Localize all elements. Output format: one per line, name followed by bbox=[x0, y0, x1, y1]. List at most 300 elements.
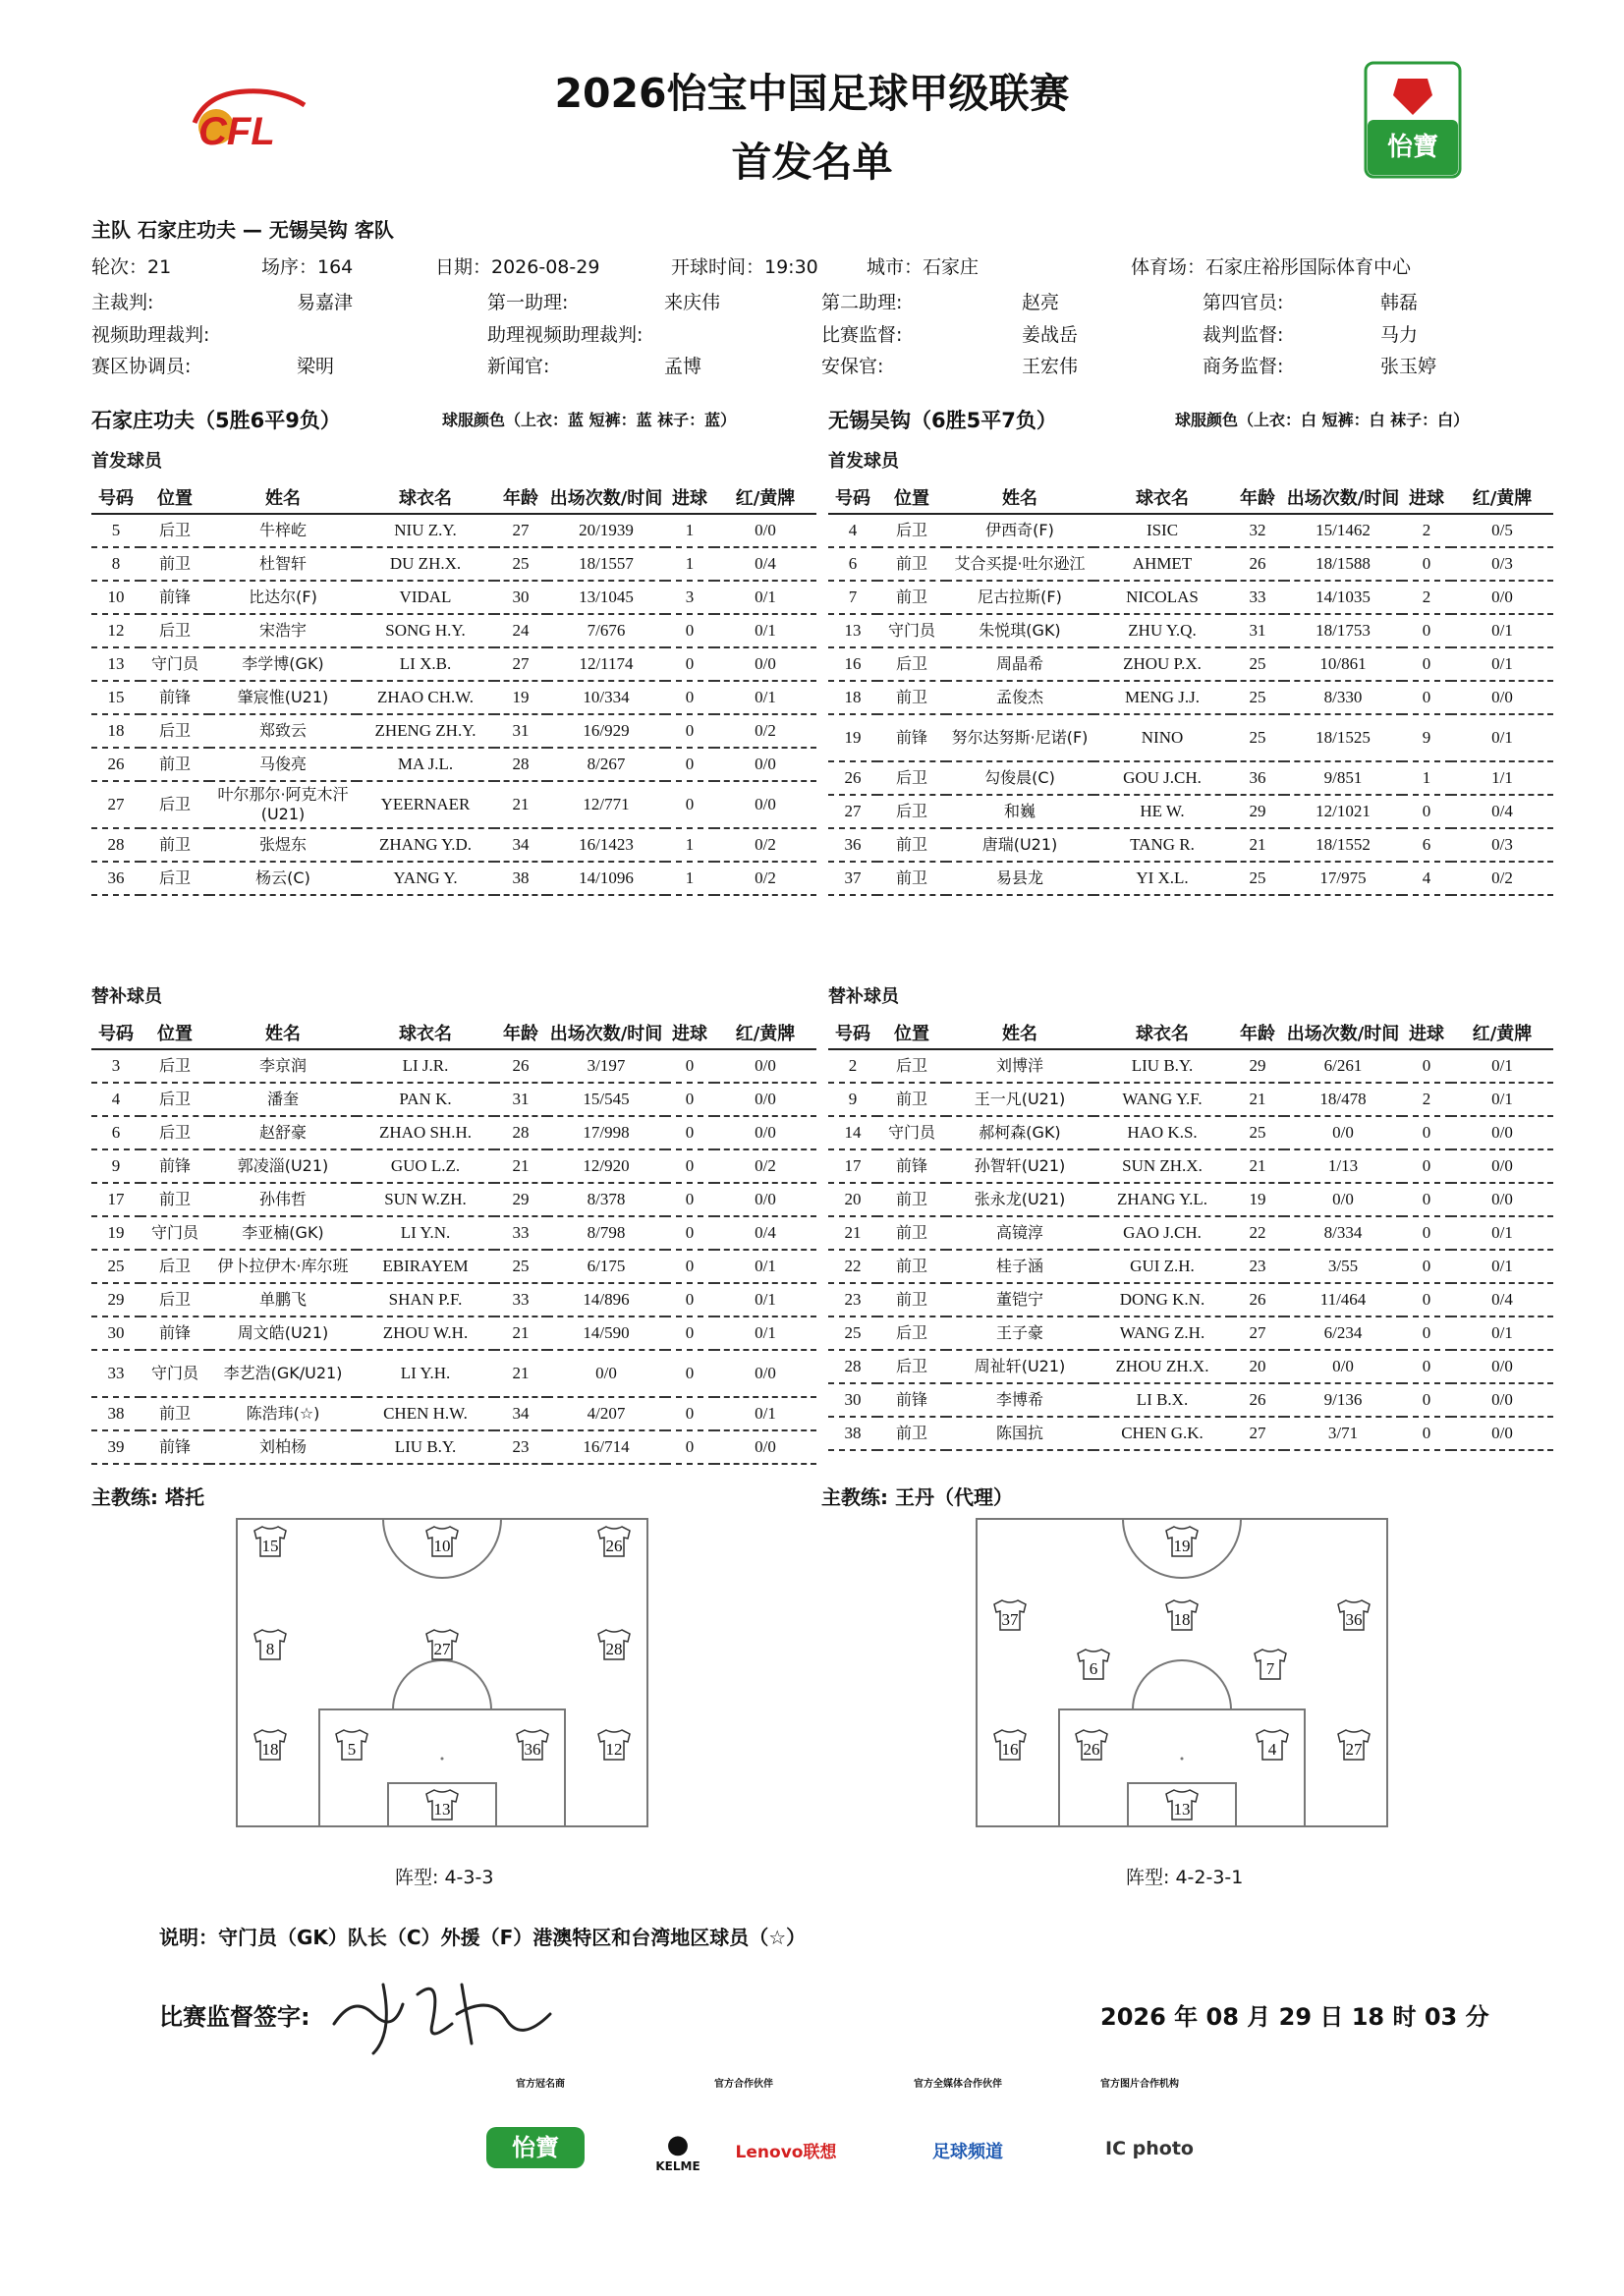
shirt-name: LI B.X. bbox=[1093, 1383, 1231, 1417]
goals: 0 bbox=[665, 714, 714, 748]
player-name: 王子豪 bbox=[946, 1316, 1093, 1350]
player-name: 伊西奇(F) bbox=[946, 514, 1093, 547]
player-name: 叶尔那尔·阿克木汗(U21) bbox=[209, 781, 357, 828]
cards: 0/4 bbox=[1451, 795, 1553, 828]
cards: 0/0 bbox=[1451, 1149, 1553, 1183]
cards: 0/0 bbox=[714, 1116, 816, 1149]
appearances: 13/1045 bbox=[547, 581, 665, 614]
player-row bbox=[91, 1397, 816, 1430]
appearances: 18/478 bbox=[1284, 1083, 1402, 1116]
player-age: 25 bbox=[494, 1250, 547, 1283]
player-position: 前卫 bbox=[140, 547, 209, 581]
player-row bbox=[828, 1350, 1553, 1383]
player-position: 守门员 bbox=[140, 647, 209, 681]
player-name: 张煜东 bbox=[209, 828, 357, 862]
appearances: 3/55 bbox=[1284, 1250, 1402, 1283]
player-age: 28 bbox=[494, 1116, 547, 1149]
shirt-name: DONG K.N. bbox=[1093, 1283, 1231, 1316]
player-row bbox=[91, 828, 816, 862]
player-age: 27 bbox=[1231, 1316, 1284, 1350]
appearances: 14/896 bbox=[547, 1283, 665, 1316]
player-row bbox=[91, 514, 816, 547]
player-name: 杨云(C) bbox=[209, 862, 357, 895]
appearances: 17/998 bbox=[547, 1116, 665, 1149]
shirt-name: SHAN P.F. bbox=[357, 1283, 494, 1316]
away-coach: 主教练: 王丹（代理） bbox=[821, 1485, 1013, 1509]
player-name: 刘博洋 bbox=[946, 1049, 1093, 1083]
column-header: 姓名 bbox=[209, 481, 357, 514]
player-shirt-number: 27 bbox=[433, 1640, 451, 1658]
appearances: 8/378 bbox=[547, 1183, 665, 1216]
appearances: 12/1021 bbox=[1284, 795, 1402, 828]
away-starters-table bbox=[828, 481, 1553, 896]
player-number: 17 bbox=[91, 1183, 140, 1216]
shirt-name: SUN ZH.X. bbox=[1093, 1149, 1231, 1183]
player-position: 前卫 bbox=[877, 1183, 946, 1216]
column-header: 出场次数/时间 bbox=[547, 481, 665, 514]
player-age: 19 bbox=[1231, 1183, 1284, 1216]
player-name: 桂子涵 bbox=[946, 1250, 1093, 1283]
player-row bbox=[91, 1316, 816, 1350]
player-row bbox=[91, 1283, 816, 1316]
player-position: 守门员 bbox=[140, 1216, 209, 1250]
appearances: 8/267 bbox=[547, 748, 665, 781]
shirt-name: SUN W.ZH. bbox=[357, 1183, 494, 1216]
player-position: 后卫 bbox=[140, 1283, 209, 1316]
home-starters-table bbox=[91, 481, 816, 896]
column-header: 红/黄牌 bbox=[1451, 1017, 1553, 1049]
official-name: 王宏伟 bbox=[1022, 356, 1079, 377]
player-position: 前卫 bbox=[877, 547, 946, 581]
column-header: 年龄 bbox=[1231, 481, 1284, 514]
player-row bbox=[91, 1250, 816, 1283]
player-name: 郝柯森(GK) bbox=[946, 1116, 1093, 1149]
player-row bbox=[828, 1316, 1553, 1350]
player-name: 和巍 bbox=[946, 795, 1093, 828]
player-name: 刘柏杨 bbox=[209, 1430, 357, 1464]
player-position: 后卫 bbox=[877, 1350, 946, 1383]
player-number: 39 bbox=[91, 1430, 140, 1464]
away-team-header: 无锡吴钩（6胜5平7负） bbox=[828, 409, 1057, 432]
column-header: 位置 bbox=[140, 481, 209, 514]
appearances: 0/0 bbox=[547, 1350, 665, 1397]
player-number: 14 bbox=[828, 1116, 877, 1149]
appearances: 6/175 bbox=[547, 1250, 665, 1283]
player-position: 后卫 bbox=[140, 1116, 209, 1149]
player-number: 33 bbox=[91, 1350, 140, 1397]
player-position: 前卫 bbox=[140, 1397, 209, 1430]
cards: 0/0 bbox=[714, 647, 816, 681]
goals: 0 bbox=[1402, 1250, 1451, 1283]
official-name: 梁明 bbox=[297, 356, 335, 377]
goals: 0 bbox=[665, 1250, 714, 1283]
column-header: 年龄 bbox=[1231, 1017, 1284, 1049]
shirt-name: LIU B.Y. bbox=[1093, 1049, 1231, 1083]
player-position: 后卫 bbox=[877, 1316, 946, 1350]
cards: 0/0 bbox=[1451, 1116, 1553, 1149]
player-number: 7 bbox=[828, 581, 877, 614]
cards: 0/1 bbox=[1451, 647, 1553, 681]
appearances: 11/464 bbox=[1284, 1283, 1402, 1316]
shirt-name: GOU J.CH. bbox=[1093, 761, 1231, 795]
appearances: 6/261 bbox=[1284, 1049, 1402, 1083]
shirt-name: CHEN H.W. bbox=[357, 1397, 494, 1430]
info-city: 城市：石家庄 bbox=[867, 256, 980, 278]
sponsor-football-channel: 足球频道 bbox=[932, 2142, 1003, 2162]
player-name: 唐瑞(U21) bbox=[946, 828, 1093, 862]
shirt-name: AHMET bbox=[1093, 547, 1231, 581]
goals: 0 bbox=[1402, 1149, 1451, 1183]
player-age: 25 bbox=[1231, 714, 1284, 761]
player-name: 易县龙 bbox=[946, 862, 1093, 895]
official-name: 韩磊 bbox=[1380, 292, 1419, 313]
official-name: 姜战岳 bbox=[1022, 324, 1079, 346]
cards: 0/1 bbox=[1451, 614, 1553, 647]
shirt-name: ZHAO CH.W. bbox=[357, 681, 494, 714]
shirt-name: ZHOU P.X. bbox=[1093, 647, 1231, 681]
column-header: 球衣名 bbox=[357, 481, 494, 514]
cards: 0/5 bbox=[1451, 514, 1553, 547]
appearances: 17/975 bbox=[1284, 862, 1402, 895]
official-role: 商务监督: bbox=[1203, 356, 1284, 377]
official-name: 张玉婷 bbox=[1380, 356, 1437, 377]
player-position: 后卫 bbox=[140, 1250, 209, 1283]
player-shirt-number: 13 bbox=[1173, 1800, 1191, 1819]
player-name: 杜智轩 bbox=[209, 547, 357, 581]
player-row bbox=[828, 1417, 1553, 1450]
cards: 0/2 bbox=[714, 862, 816, 895]
shirt-name: SONG H.Y. bbox=[357, 614, 494, 647]
player-position: 前卫 bbox=[877, 1083, 946, 1116]
player-shirt-number: 12 bbox=[605, 1740, 623, 1759]
player-number: 28 bbox=[91, 828, 140, 862]
home-coach: 主教练: 塔托 bbox=[91, 1485, 204, 1509]
column-header: 红/黄牌 bbox=[714, 481, 816, 514]
player-number: 8 bbox=[91, 547, 140, 581]
column-header: 姓名 bbox=[209, 1017, 357, 1049]
sponsor-logo bbox=[1364, 61, 1462, 179]
player-row bbox=[91, 862, 816, 895]
cards: 0/2 bbox=[714, 828, 816, 862]
shirt-name: ZHOU ZH.X. bbox=[1093, 1350, 1231, 1383]
cards: 0/2 bbox=[714, 714, 816, 748]
column-header: 进球 bbox=[1402, 481, 1451, 514]
cards: 0/0 bbox=[1451, 1383, 1553, 1417]
page-title: 2026怡宝中国足球甲级联赛 bbox=[554, 70, 1070, 117]
player-position: 前锋 bbox=[140, 1149, 209, 1183]
player-position: 前卫 bbox=[877, 681, 946, 714]
away-formation: 阵型: 4-2-3-1 bbox=[1126, 1867, 1244, 1888]
sponsor-yibao: 怡寶 bbox=[486, 2127, 585, 2168]
player-number: 25 bbox=[828, 1316, 877, 1350]
player-age: 24 bbox=[494, 614, 547, 647]
player-number: 6 bbox=[91, 1116, 140, 1149]
goals: 0 bbox=[665, 1116, 714, 1149]
column-header: 姓名 bbox=[946, 481, 1093, 514]
player-row bbox=[828, 1250, 1553, 1283]
goals: 4 bbox=[1402, 862, 1451, 895]
goals: 0 bbox=[665, 1397, 714, 1430]
player-age: 21 bbox=[494, 1149, 547, 1183]
player-age: 21 bbox=[494, 1316, 547, 1350]
player-row bbox=[91, 1049, 816, 1083]
player-age: 21 bbox=[1231, 1149, 1284, 1183]
shirt-name: LI J.R. bbox=[357, 1049, 494, 1083]
player-name: 艾合买提·吐尔逊江 bbox=[946, 547, 1093, 581]
goals: 0 bbox=[1402, 1216, 1451, 1250]
column-header: 球衣名 bbox=[357, 1017, 494, 1049]
player-age: 23 bbox=[1231, 1250, 1284, 1283]
player-name: 肇宸惟(U21) bbox=[209, 681, 357, 714]
player-age: 25 bbox=[494, 547, 547, 581]
player-name: 孟俊杰 bbox=[946, 681, 1093, 714]
info-round: 轮次：21 bbox=[91, 256, 172, 278]
player-row bbox=[91, 781, 816, 828]
shirt-name: LI Y.N. bbox=[357, 1216, 494, 1250]
appearances: 12/1174 bbox=[547, 647, 665, 681]
shirt-name: PAN K. bbox=[357, 1083, 494, 1116]
shirt-name: GUI Z.H. bbox=[1093, 1250, 1231, 1283]
home-subs-table bbox=[91, 1017, 816, 1465]
player-number: 26 bbox=[828, 761, 877, 795]
player-row bbox=[91, 614, 816, 647]
appearances: 15/1462 bbox=[1284, 514, 1402, 547]
info-kickoff: 开球时间：19:30 bbox=[671, 256, 818, 278]
player-shirt-number: 6 bbox=[1089, 1659, 1098, 1678]
shirt-name: ZHENG ZH.Y. bbox=[357, 714, 494, 748]
goals: 0 bbox=[1402, 614, 1451, 647]
player-age: 27 bbox=[1231, 1417, 1284, 1450]
player-position: 后卫 bbox=[140, 1083, 209, 1116]
player-position: 后卫 bbox=[140, 862, 209, 895]
player-shirt-number: 36 bbox=[524, 1740, 541, 1759]
player-position: 后卫 bbox=[877, 795, 946, 828]
player-age: 33 bbox=[1231, 581, 1284, 614]
player-shirt-number: 18 bbox=[261, 1740, 279, 1759]
away-starters-label: 首发球员 bbox=[828, 451, 899, 472]
appearances: 0/0 bbox=[1284, 1116, 1402, 1149]
player-row bbox=[91, 748, 816, 781]
player-row bbox=[91, 1116, 816, 1149]
column-header: 球衣名 bbox=[1093, 1017, 1231, 1049]
player-row bbox=[828, 614, 1553, 647]
player-number: 23 bbox=[828, 1283, 877, 1316]
player-shirt-number: 5 bbox=[347, 1740, 357, 1759]
player-number: 12 bbox=[91, 614, 140, 647]
player-age: 23 bbox=[494, 1430, 547, 1464]
appearances: 16/1423 bbox=[547, 828, 665, 862]
appearances: 15/545 bbox=[547, 1083, 665, 1116]
shirt-name: YANG Y. bbox=[357, 862, 494, 895]
player-row bbox=[91, 1350, 816, 1397]
official-role: 视频助理裁判: bbox=[91, 324, 210, 346]
player-row bbox=[828, 647, 1553, 681]
player-name: 马俊亮 bbox=[209, 748, 357, 781]
cards: 0/0 bbox=[714, 1049, 816, 1083]
shirt-name: NIU Z.Y. bbox=[357, 514, 494, 547]
info-date: 日期：2026-08-29 bbox=[435, 256, 600, 278]
cards: 0/4 bbox=[714, 1216, 816, 1250]
goals: 0 bbox=[1402, 795, 1451, 828]
goals: 0 bbox=[665, 1149, 714, 1183]
player-name: 郑致云 bbox=[209, 714, 357, 748]
official-role: 安保官: bbox=[821, 356, 884, 377]
player-position: 前卫 bbox=[877, 862, 946, 895]
signature bbox=[324, 1965, 560, 2063]
player-shirt-number: 8 bbox=[265, 1640, 275, 1658]
player-age: 21 bbox=[1231, 1083, 1284, 1116]
appearances: 18/1753 bbox=[1284, 614, 1402, 647]
appearances: 10/861 bbox=[1284, 647, 1402, 681]
goals: 6 bbox=[1402, 828, 1451, 862]
appearances: 18/1525 bbox=[1284, 714, 1402, 761]
player-number: 5 bbox=[91, 514, 140, 547]
column-header: 出场次数/时间 bbox=[1284, 481, 1402, 514]
player-row bbox=[828, 1049, 1553, 1083]
player-name: 李京润 bbox=[209, 1049, 357, 1083]
player-name: 宋浩宇 bbox=[209, 614, 357, 647]
column-header: 出场次数/时间 bbox=[1284, 1017, 1402, 1049]
player-number: 38 bbox=[828, 1417, 877, 1450]
goals: 9 bbox=[1402, 714, 1451, 761]
player-position: 守门员 bbox=[140, 1350, 209, 1397]
cards: 0/1 bbox=[714, 1316, 816, 1350]
player-position: 前卫 bbox=[877, 1250, 946, 1283]
cards: 0/1 bbox=[1451, 1216, 1553, 1250]
shirt-name: ZHOU W.H. bbox=[357, 1316, 494, 1350]
player-number: 36 bbox=[828, 828, 877, 862]
player-age: 25 bbox=[1231, 647, 1284, 681]
appearances: 0/0 bbox=[1284, 1350, 1402, 1383]
column-header: 位置 bbox=[877, 1017, 946, 1049]
goals: 0 bbox=[1402, 1417, 1451, 1450]
info-stadium: 体育场：石家庄裕彤国际体育中心 bbox=[1131, 256, 1412, 278]
player-shirt-number: 36 bbox=[1345, 1610, 1363, 1629]
player-name: 比达尔(F) bbox=[209, 581, 357, 614]
shirt-name: GUO L.Z. bbox=[357, 1149, 494, 1183]
player-number: 10 bbox=[91, 581, 140, 614]
home-formation: 阵型: 4-3-3 bbox=[395, 1867, 494, 1888]
player-row bbox=[828, 761, 1553, 795]
shirt-name: EBIRAYEM bbox=[357, 1250, 494, 1283]
column-header: 进球 bbox=[665, 481, 714, 514]
goals: 0 bbox=[665, 781, 714, 828]
cards: 0/1 bbox=[714, 1397, 816, 1430]
shirt-name: YEERNAER bbox=[357, 781, 494, 828]
player-position: 前锋 bbox=[877, 1383, 946, 1417]
goals: 0 bbox=[665, 1216, 714, 1250]
player-name: 牛梓屹 bbox=[209, 514, 357, 547]
player-age: 26 bbox=[494, 1049, 547, 1083]
player-name: 单鹏飞 bbox=[209, 1283, 357, 1316]
player-shirt-number: 13 bbox=[433, 1800, 451, 1819]
player-number: 13 bbox=[91, 647, 140, 681]
home-subs-label: 替补球员 bbox=[91, 986, 162, 1007]
sponsor-title-3: 官方全媒体合作伙伴 bbox=[914, 2079, 1002, 2090]
player-number: 30 bbox=[828, 1383, 877, 1417]
appearances: 18/1552 bbox=[1284, 828, 1402, 862]
away-subs-table bbox=[828, 1017, 1553, 1451]
player-number: 36 bbox=[91, 862, 140, 895]
player-row bbox=[91, 681, 816, 714]
player-position: 后卫 bbox=[877, 1049, 946, 1083]
player-shirt-number: 18 bbox=[1173, 1610, 1191, 1629]
shirt-name: ISIC bbox=[1093, 514, 1231, 547]
player-age: 29 bbox=[1231, 1049, 1284, 1083]
goals: 2 bbox=[1402, 514, 1451, 547]
cards: 0/2 bbox=[1451, 862, 1553, 895]
goals: 0 bbox=[1402, 547, 1451, 581]
player-shirt-number: 10 bbox=[433, 1537, 451, 1555]
player-position: 后卫 bbox=[140, 614, 209, 647]
player-row bbox=[91, 1430, 816, 1464]
column-header: 出场次数/时间 bbox=[547, 1017, 665, 1049]
player-shirt-number: 4 bbox=[1267, 1740, 1277, 1759]
official-name: 易嘉津 bbox=[297, 292, 354, 313]
column-header: 红/黄牌 bbox=[1451, 481, 1553, 514]
player-name: 朱悦琪(GK) bbox=[946, 614, 1093, 647]
player-age: 20 bbox=[1231, 1350, 1284, 1383]
player-shirt-number: 28 bbox=[605, 1640, 623, 1658]
official-role: 助理视频助理裁判: bbox=[487, 324, 644, 346]
column-header: 位置 bbox=[140, 1017, 209, 1049]
player-age: 27 bbox=[494, 514, 547, 547]
player-position: 前锋 bbox=[140, 681, 209, 714]
player-number: 37 bbox=[828, 862, 877, 895]
shirt-name: LI Y.H. bbox=[357, 1350, 494, 1397]
appearances: 1/13 bbox=[1284, 1149, 1402, 1183]
shirt-name: GAO J.CH. bbox=[1093, 1216, 1231, 1250]
player-age: 25 bbox=[1231, 862, 1284, 895]
cards: 0/0 bbox=[1451, 1350, 1553, 1383]
player-number: 6 bbox=[828, 547, 877, 581]
player-shirt-number: 16 bbox=[1001, 1740, 1019, 1759]
column-header: 位置 bbox=[877, 481, 946, 514]
appearances: 4/207 bbox=[547, 1397, 665, 1430]
player-age: 38 bbox=[494, 862, 547, 895]
player-age: 32 bbox=[1231, 514, 1284, 547]
signature-label: 比赛监督签字: bbox=[159, 2003, 310, 2031]
appearances: 9/851 bbox=[1284, 761, 1402, 795]
player-row bbox=[91, 581, 816, 614]
goals: 0 bbox=[665, 1430, 714, 1464]
appearances: 12/771 bbox=[547, 781, 665, 828]
player-position: 后卫 bbox=[140, 781, 209, 828]
player-row bbox=[91, 647, 816, 681]
player-number: 28 bbox=[828, 1350, 877, 1383]
home-team-header: 石家庄功夫（5胜6平9负） bbox=[91, 409, 341, 432]
goals: 0 bbox=[665, 1350, 714, 1397]
column-header: 进球 bbox=[1402, 1017, 1451, 1049]
player-row bbox=[828, 1083, 1553, 1116]
player-position: 前卫 bbox=[877, 1216, 946, 1250]
cards: 0/3 bbox=[1451, 547, 1553, 581]
cards: 0/0 bbox=[714, 1350, 816, 1397]
appearances: 12/920 bbox=[547, 1149, 665, 1183]
goals: 0 bbox=[665, 681, 714, 714]
away-pitch bbox=[976, 1518, 1388, 1827]
player-row bbox=[91, 1183, 816, 1216]
player-number: 4 bbox=[828, 514, 877, 547]
away-subs-label: 替补球员 bbox=[828, 986, 899, 1007]
player-name: 周祉轩(U21) bbox=[946, 1350, 1093, 1383]
player-age: 31 bbox=[494, 714, 547, 748]
player-age: 26 bbox=[1231, 547, 1284, 581]
column-header: 年龄 bbox=[494, 481, 547, 514]
player-name: 李学博(GK) bbox=[209, 647, 357, 681]
player-position: 前锋 bbox=[877, 714, 946, 761]
player-number: 9 bbox=[91, 1149, 140, 1183]
